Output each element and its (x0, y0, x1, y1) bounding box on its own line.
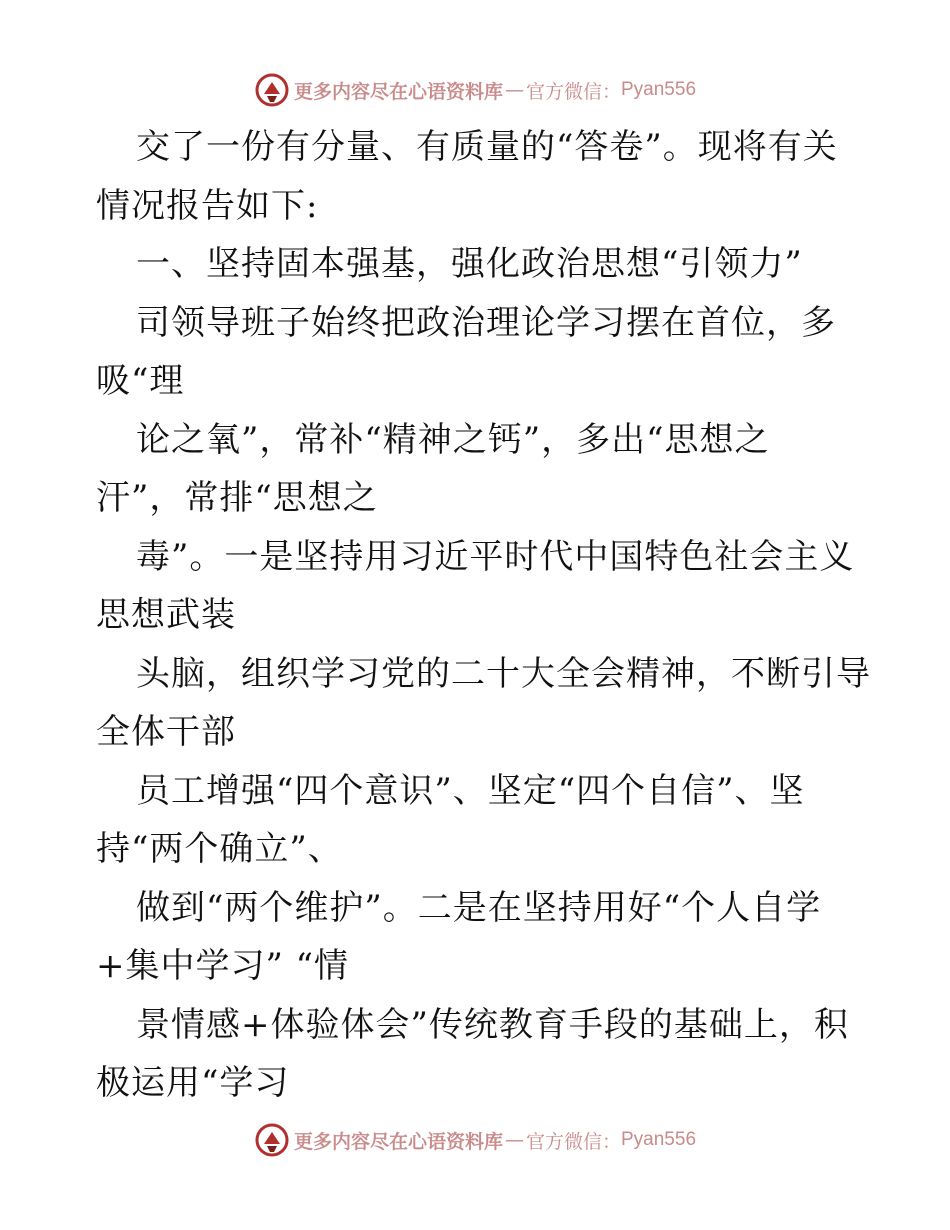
header-banner (0, 70, 950, 110)
text-line: 一、坚持固本强基，强化政治思想“引领力” (136, 244, 803, 284)
footer-banner-official: 官方微信： (525, 1130, 621, 1153)
logo-icon (254, 72, 290, 108)
footer-banner-separator: — (504, 1129, 524, 1151)
text-line: 头脑，组织学习党的二十大全会精神，不断引导 (136, 653, 871, 694)
text-line: 毒”。一是坚持用习近平时代中国特色社会主义 (136, 536, 855, 577)
text-line: 全体干部 (96, 712, 236, 752)
text-line: 司领导班子始终把政治理论学习摆在首位，多 (136, 302, 836, 343)
header-banner-wechat-id: Pyan556 (621, 79, 697, 100)
document-body (96, 118, 876, 1113)
text-line: 思想武装 (96, 595, 236, 635)
header-banner-text: 更多内容尽在心语资料库 (293, 80, 503, 103)
text-line: 极运用“学习 (96, 1063, 290, 1103)
text-line: 员工增强“四个意识”、坚定“四个自信”、坚 (136, 770, 805, 811)
logo-icon (254, 1122, 290, 1158)
text-line: 持“两个确立”、 (96, 829, 343, 869)
text-line: +集中学习” “情 (96, 946, 350, 986)
text-line: 景情感+体验体会”传统教育手段的基础上，积 (136, 1004, 849, 1045)
text-line: 做到“两个维护”。二是在坚持用好“个人自学 (136, 887, 822, 928)
text-line: 交了一份有分量、有质量的“答卷”。现将有关 (136, 127, 838, 167)
footer-banner (0, 1120, 950, 1160)
footer-banner-wechat-id: Pyan556 (621, 1129, 697, 1150)
text-line: 汗”，常排“思想之 (96, 478, 378, 518)
header-banner-official: 官方微信： (525, 80, 621, 103)
text-line: 吸“理 (96, 361, 185, 401)
text-line: 情况报告如下: (96, 185, 319, 226)
header-banner-separator: — (504, 79, 524, 101)
footer-banner-text: 更多内容尽在心语资料库 (293, 1130, 503, 1153)
text-line: 论之氧”，常补“精神之钙”，多出“思想之 (136, 419, 770, 460)
